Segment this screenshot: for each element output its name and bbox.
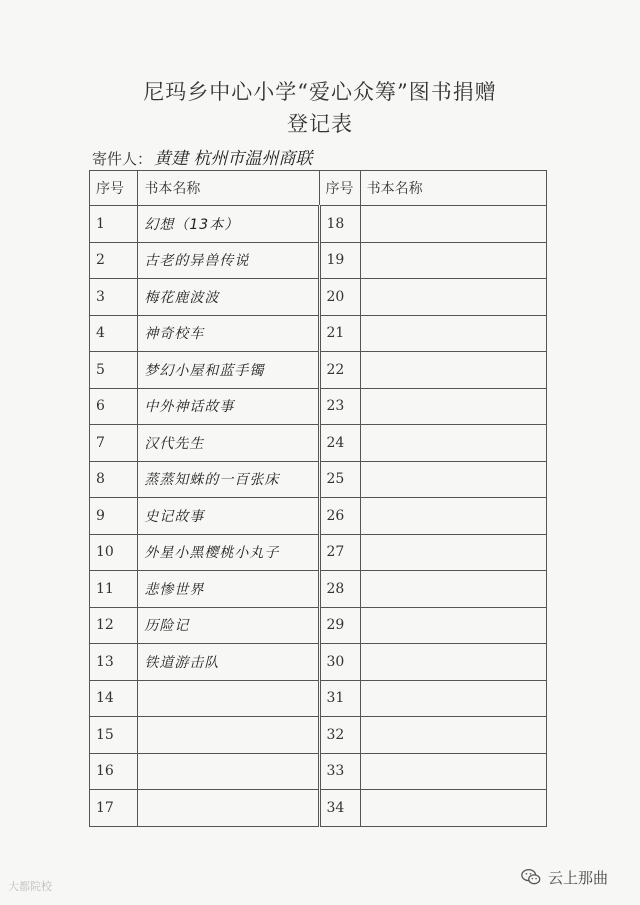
row-number-right: 22: [319, 352, 360, 389]
book-title-right: [360, 315, 546, 352]
book-title-right: [360, 680, 546, 717]
row-number-right: 30: [319, 644, 360, 681]
header-no-right: 序号: [319, 171, 360, 206]
wechat-icon: [520, 866, 542, 888]
row-number-right: 18: [319, 206, 360, 243]
table-row: [90, 680, 547, 717]
header-book-right: 书本名称: [360, 171, 546, 206]
table-row: [90, 206, 547, 243]
book-title-right: [360, 461, 546, 498]
form-subtitle: 登记表: [287, 112, 353, 136]
row-number-right: 21: [319, 315, 360, 352]
table-row: [90, 352, 547, 389]
book-title-left: 铁道游击队: [138, 644, 319, 681]
row-number-left: 16: [90, 753, 138, 790]
header-book-left: 书本名称: [138, 171, 319, 206]
table-row: [90, 242, 547, 279]
book-title-left: [138, 790, 319, 827]
table-row: [90, 717, 547, 754]
row-number-right: 27: [319, 534, 360, 571]
row-number-right: 32: [319, 717, 360, 754]
row-number-right: 23: [319, 388, 360, 425]
table-row: [90, 461, 547, 498]
table-row: [90, 607, 547, 644]
book-title-left: 古老的异兽传说: [138, 242, 319, 279]
book-title-right: [360, 644, 546, 681]
row-number-left: 1: [90, 206, 138, 243]
donation-register-table: [89, 170, 547, 827]
sender-line: [92, 144, 312, 169]
table-header-row: [90, 171, 547, 206]
row-number-right: 19: [319, 242, 360, 279]
table-row: [90, 753, 547, 790]
row-number-left: 6: [90, 388, 138, 425]
row-number-right: 33: [319, 753, 360, 790]
header-no-left: 序号: [90, 171, 138, 206]
row-number-right: 20: [319, 279, 360, 316]
row-number-left: 9: [90, 498, 138, 535]
row-number-left: 13: [90, 644, 138, 681]
book-title-right: [360, 352, 546, 389]
row-number-left: 3: [90, 279, 138, 316]
book-title-right: [360, 753, 546, 790]
table-row: [90, 388, 547, 425]
row-number-left: 8: [90, 461, 138, 498]
row-number-left: 4: [90, 315, 138, 352]
book-title-left: [138, 680, 319, 717]
sender-label: 寄件人：: [92, 150, 153, 168]
row-number-right: 26: [319, 498, 360, 535]
table-row: [90, 571, 547, 608]
table-row: [90, 534, 547, 571]
book-title-right: [360, 571, 546, 608]
book-title-left: 梦幻小屋和蓝手镯: [138, 352, 319, 389]
book-title-right: [360, 534, 546, 571]
row-number-left: 15: [90, 717, 138, 754]
row-number-right: 25: [319, 461, 360, 498]
book-title-left: 外星小黑樱桃小丸子: [138, 534, 319, 571]
row-number-right: 31: [319, 680, 360, 717]
book-title-left: 历险记: [138, 607, 319, 644]
book-title-right: [360, 498, 546, 535]
book-title-left: [138, 753, 319, 790]
watermark-right: [520, 866, 608, 888]
row-number-left: 12: [90, 607, 138, 644]
book-title-right: [360, 425, 546, 462]
book-title-right: [360, 279, 546, 316]
book-title-right: [360, 206, 546, 243]
book-title-left: 梅花鹿波波: [138, 279, 319, 316]
book-title-right: [360, 388, 546, 425]
table-row: [90, 279, 547, 316]
row-number-left: 5: [90, 352, 138, 389]
form-title: 尼玛乡中心小学“爱心众筹”图书捐赠: [143, 80, 497, 104]
row-number-left: 17: [90, 790, 138, 827]
table-row: [90, 425, 547, 462]
book-title-left: 汉代先生: [138, 425, 319, 462]
table-row: [90, 790, 547, 827]
row-number-right: 28: [319, 571, 360, 608]
table-row: [90, 315, 547, 352]
book-title-right: [360, 607, 546, 644]
book-title-left: 幻想（13本）: [138, 206, 319, 243]
watermark-left: 大都院校: [8, 880, 52, 893]
book-title-left: 神奇校车: [138, 315, 319, 352]
row-number-left: 7: [90, 425, 138, 462]
row-number-left: 2: [90, 242, 138, 279]
book-title-right: [360, 242, 546, 279]
book-title-left: 中外神话故事: [138, 388, 319, 425]
row-number-right: 29: [319, 607, 360, 644]
watermark-right-text: 云上那曲: [548, 868, 609, 887]
book-title-left: 蒸蒸知蛛的一百张床: [138, 461, 319, 498]
table-row: [90, 644, 547, 681]
table-row: [90, 498, 547, 535]
book-title-right: [360, 717, 546, 754]
book-title-left: 史记故事: [138, 498, 319, 535]
book-title-right: [360, 790, 546, 827]
book-title-left: [138, 717, 319, 754]
book-title-left: 悲惨世界: [138, 571, 319, 608]
row-number-left: 14: [90, 680, 138, 717]
row-number-right: 24: [319, 425, 360, 462]
row-number-left: 11: [90, 571, 138, 608]
row-number-left: 10: [90, 534, 138, 571]
sender-value: 黄建 杭州市温州商联: [154, 149, 313, 169]
row-number-right: 34: [319, 790, 360, 827]
